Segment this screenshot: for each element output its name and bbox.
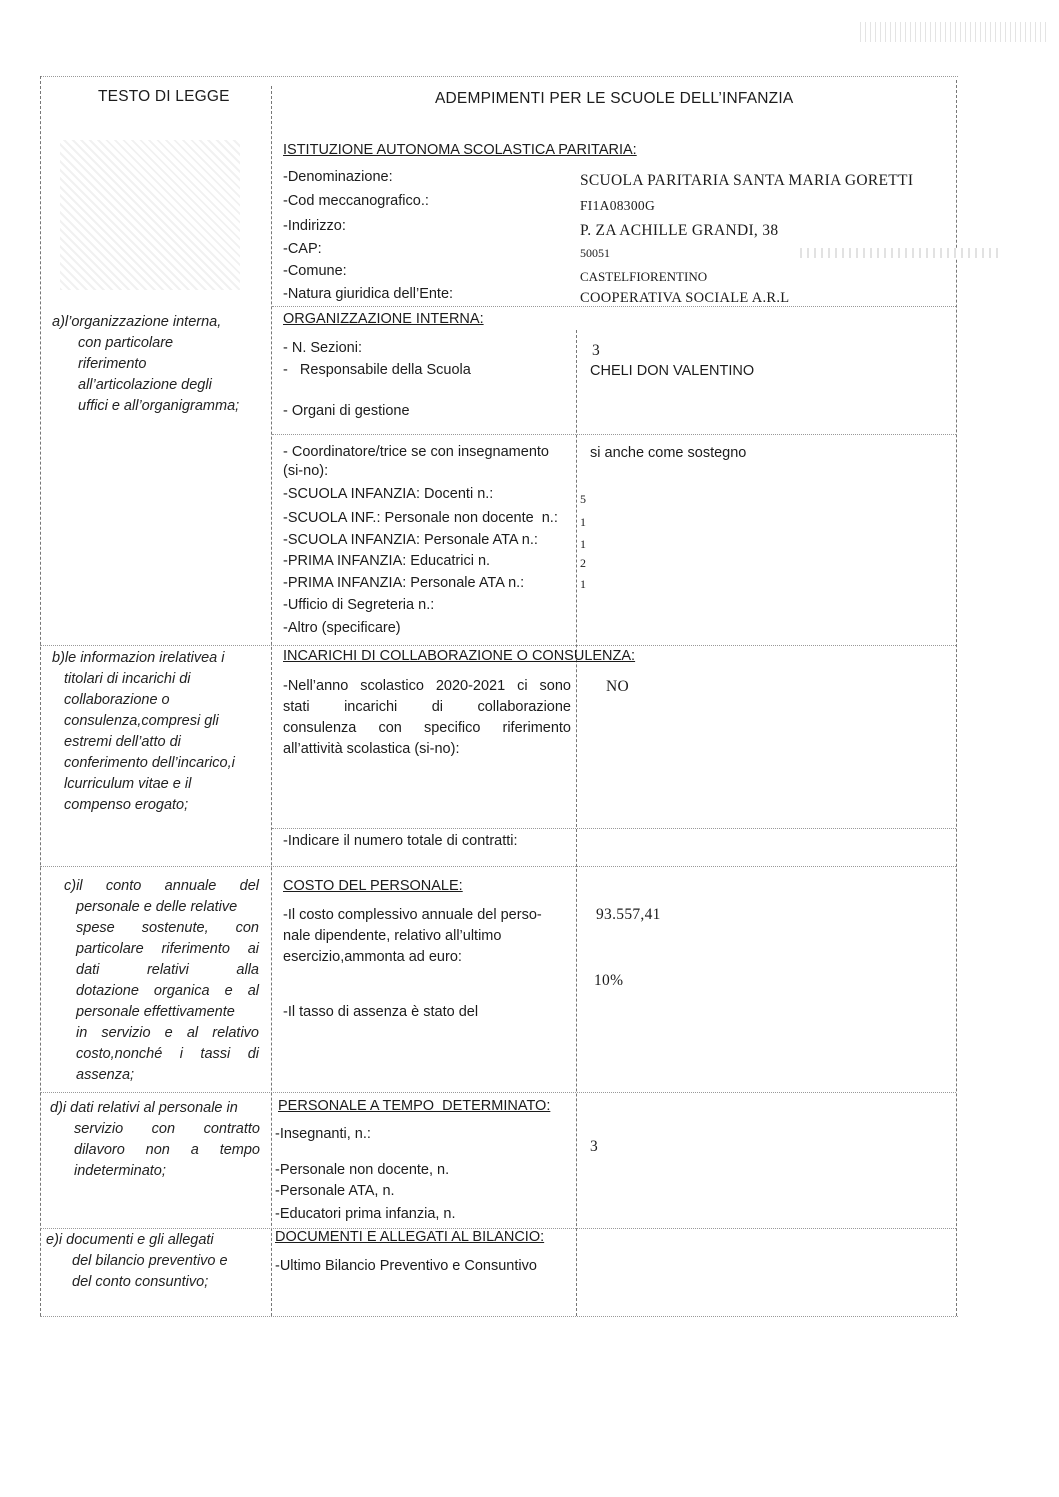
documenti-title: DOCUMENTI E ALLEGATI AL BILANCIO: — [275, 1229, 545, 1245]
law-line: d)i dati relativi al personale in — [50, 1100, 238, 1116]
table-right-border — [956, 80, 957, 1316]
law-text-e — [46, 1230, 261, 1293]
column-divider-left — [271, 86, 272, 1316]
law-line: dotazione organica e al — [76, 983, 259, 999]
assenza-value: 10% — [594, 972, 624, 989]
responsabile-label: - Responsabile della Scuola — [283, 362, 471, 378]
law-text-d — [50, 1098, 260, 1182]
field-label-denominazione: -Denominazione: — [283, 169, 393, 185]
question-line: -Nell’anno scolastico 2020-2021 ci sono — [283, 678, 571, 694]
bilancio-item: -Ultimo Bilancio Preventivo e Consuntivo — [275, 1258, 537, 1274]
costo-description — [283, 905, 542, 968]
istituzione-title: ISTITUZIONE AUTONOMA SCOLASTICA PARITARIA: — [283, 142, 637, 158]
n-sezioni-label: - N. Sezioni: — [283, 340, 362, 356]
law-line: con particolare — [78, 335, 174, 351]
assenza-label: -Il tasso di assenza è stato del — [283, 1004, 479, 1020]
organizzazione-title: ORGANIZZAZIONE INTERNA: — [283, 311, 484, 327]
contratti-label: -Indicare il numero totale di contratti: — [283, 833, 518, 849]
law-line: costo,nonché i tassi di — [76, 1046, 259, 1062]
scan-noise — [860, 22, 1050, 42]
incarichi-question — [283, 676, 571, 760]
staff-label-educatrici: -PRIMA INFANZIA: Educatrici n. — [283, 553, 491, 569]
field-value-natura-giuridica: COOPERATIVA SOCIALE A.R.L — [580, 290, 790, 306]
law-line: uffici e all’organigramma; — [78, 398, 240, 414]
staff-label-ata-infanzia: -SCUOLA INFANZIA: Personale ATA n.: — [283, 532, 538, 548]
column-divider-mid — [576, 330, 577, 1316]
law-line: spese sostenute, con — [76, 920, 259, 936]
law-line: lcurriculum vitae e il — [64, 776, 192, 792]
field-value-denominazione: SCUOLA PARITARIA SANTA MARIA GORETTI — [580, 172, 914, 189]
row-divider — [40, 1316, 958, 1317]
costo-line: -Il costo complessivo annuale del perso- — [283, 907, 542, 923]
personale-non-docente-label: -Personale non docente, n. — [275, 1162, 450, 1178]
law-line: compenso erogato; — [64, 797, 189, 813]
costo-line: esercizio,ammonta ad euro: — [283, 949, 462, 965]
law-line: a)l’organizzazione interna, — [52, 314, 222, 330]
educatori-label: -Educatori prima infanzia, n. — [275, 1206, 456, 1222]
law-line: indeterminato; — [74, 1163, 166, 1179]
row-divider — [272, 828, 956, 829]
row-divider — [40, 645, 956, 646]
field-label-comune: -Comune: — [283, 263, 347, 279]
law-text-c — [64, 876, 259, 1086]
law-line: collaborazione o — [64, 692, 170, 708]
field-label-cap: -CAP: — [283, 241, 322, 257]
header-adempimenti: ADEMPIMENTI PER LE SCUOLE DELL’INFANZIA — [435, 90, 794, 107]
header-testo-di-legge: TESTO DI LEGGE — [98, 88, 230, 105]
law-line: del bilancio preventivo e — [72, 1253, 228, 1269]
law-line: riferimento — [78, 356, 147, 372]
staff-label-altro: -Altro (specificare) — [283, 620, 401, 636]
insegnanti-value: 3 — [590, 1138, 599, 1155]
staff-value-non-docente: 1 — [580, 515, 586, 529]
law-text-b — [52, 648, 267, 816]
law-line: in servizio e al relativo — [76, 1025, 259, 1041]
coordinatore-value: si anche come sostegno — [590, 445, 747, 461]
law-line: del conto consuntivo; — [72, 1274, 209, 1290]
law-line: e)i documenti e gli allegati — [46, 1232, 214, 1248]
field-value-cod-meccanografico: FI1A08300G — [580, 198, 656, 213]
field-label-indirizzo: -Indirizzo: — [283, 218, 346, 234]
tempo-determinato-title: PERSONALE A TEMPO DETERMINATO: — [278, 1098, 551, 1114]
law-line: all’articolazione degli — [78, 377, 212, 393]
field-value-comune: CASTELFIORENTINO — [580, 269, 708, 284]
organi-di-gestione-label: - Organi di gestione — [283, 403, 410, 419]
incarichi-answer: NO — [606, 678, 629, 695]
n-sezioni-value: 3 — [592, 342, 601, 359]
incarichi-title: INCARICHI DI COLLABORAZIONE O CONSULENZA: — [283, 648, 636, 664]
law-line: personale effettivamente — [76, 1004, 235, 1020]
law-line: consulenza,compresi gli — [64, 713, 219, 729]
law-line: c)il conto annuale del — [64, 878, 259, 894]
coordinatore-label: - Coordinatore/trice se con insegnamento — [283, 444, 549, 460]
scan-noise — [60, 140, 240, 290]
staff-value-ata-infanzia: 1 — [580, 537, 586, 551]
law-line: titolari di incarichi di — [64, 671, 191, 687]
scan-noise — [800, 248, 1000, 258]
field-value-cap: 50051 — [580, 246, 610, 260]
costo-value: 93.557,41 — [596, 906, 661, 923]
law-line: servizio con contratto — [74, 1121, 260, 1137]
law-line: assenza; — [76, 1067, 135, 1083]
staff-label-docenti: -SCUOLA INFANZIA: Docenti n.: — [283, 486, 494, 502]
responsabile-value: CHELI DON VALENTINO — [590, 363, 755, 379]
question-line: stati incarichi di collaborazione — [283, 699, 571, 715]
law-line: personale e delle relative — [76, 899, 238, 915]
staff-label-non-docente: -SCUOLA INF.: Personale non docente n.: — [283, 510, 558, 526]
law-line: estremi dell’atto di — [64, 734, 181, 750]
staff-value-educatrici: 2 — [580, 556, 586, 570]
staff-label-ata-prima: -PRIMA INFANZIA: Personale ATA n.: — [283, 575, 525, 591]
row-divider — [40, 1092, 956, 1093]
row-divider — [40, 866, 956, 867]
question-line: all’attività scolastica (si-no): — [283, 741, 460, 757]
staff-value-ata-prima: 1 — [580, 577, 586, 591]
law-text-a — [52, 312, 262, 417]
table-left-border — [40, 76, 41, 1316]
row-divider — [272, 434, 956, 435]
staff-label-segreteria: -Ufficio di Segreteria n.: — [283, 597, 435, 613]
table-top-border — [40, 76, 958, 77]
law-line: dilavoro non a tempo — [74, 1142, 260, 1158]
law-line: conferimento dell’incarico,i — [64, 755, 235, 771]
question-line: consulenza con specifico riferimento — [283, 720, 571, 736]
law-line: b)le informazion irelativea i — [52, 650, 225, 666]
law-line: particolare riferimento ai — [76, 941, 259, 957]
costo-personale-title: COSTO DEL PERSONALE: — [283, 878, 463, 894]
personale-ata-label: -Personale ATA, n. — [275, 1183, 395, 1199]
coordinatore-label-si-no: (si-no): — [283, 463, 329, 479]
field-label-cod-meccanografico: -Cod meccanografico.: — [283, 193, 429, 209]
costo-line: nale dipendente, relativo all’ultimo — [283, 928, 502, 944]
field-label-natura-giuridica: -Natura giuridica dell’Ente: — [283, 286, 454, 302]
field-value-indirizzo: P. ZA ACHILLE GRANDI, 38 — [580, 222, 779, 239]
law-line: dati relativi alla — [76, 962, 259, 978]
insegnanti-label: -Insegnanti, n.: — [275, 1126, 371, 1142]
staff-value-docenti: 5 — [580, 492, 586, 506]
